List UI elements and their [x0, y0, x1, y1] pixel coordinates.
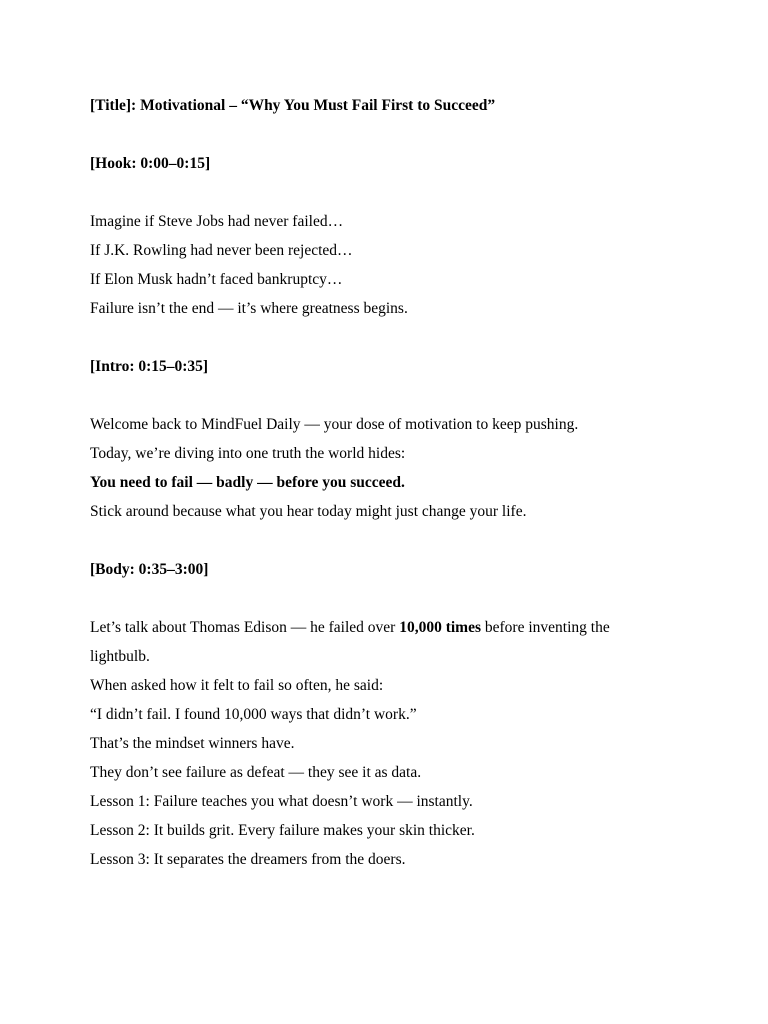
- spacer: [90, 323, 690, 352]
- edison-text-pre: Let’s talk about Thomas Edison — he failed over: [90, 619, 400, 636]
- lesson-line: Lesson 1: Failure teaches you what doesn’t work — instantly.: [90, 793, 473, 810]
- edison-text-post: before inventing the: [481, 619, 610, 636]
- spacer: [90, 178, 690, 207]
- hook-heading: [Hook: 0:00–0:15]: [90, 155, 211, 172]
- hook-line: Failure isn’t the end — it’s where greatness begins.: [90, 300, 408, 317]
- intro-line: Welcome back to MindFuel Daily — your dose of motivation to keep pushing.: [90, 416, 579, 433]
- intro-line: Today, we’re diving into one truth the world hides:: [90, 445, 406, 462]
- intro-heading: [Intro: 0:15–0:35]: [90, 358, 209, 375]
- document-page: [90, 91, 690, 874]
- spacer: [90, 381, 690, 410]
- edison-text-bold: 10,000 times: [399, 619, 482, 636]
- body-line: That’s the mindset winners have.: [90, 735, 295, 752]
- edison-line-continued: lightbulb.: [90, 648, 150, 665]
- spacer: [90, 526, 690, 555]
- spacer: [90, 584, 690, 613]
- script-title: [Title]: Motivational – “Why You Must Fail First to Succeed”: [90, 97, 496, 114]
- body-line: They don’t see failure as defeat — they see it as data.: [90, 764, 422, 781]
- edison-quote: “I didn’t fail. I found 10,000 ways that didn’t work.”: [90, 706, 417, 723]
- lesson-line: Lesson 3: It separates the dreamers from the doers.: [90, 851, 406, 868]
- intro-line: Stick around because what you hear today might just change your life.: [90, 503, 527, 520]
- hook-line: Imagine if Steve Jobs had never failed…: [90, 213, 344, 230]
- body-heading: [Body: 0:35–3:00]: [90, 561, 209, 578]
- intro-bold-line: You need to fail — badly — before you succeed.: [90, 474, 405, 491]
- spacer: [90, 120, 690, 149]
- lesson-line: Lesson 2: It builds grit. Every failure makes your skin thicker.: [90, 822, 475, 839]
- hook-line: If J.K. Rowling had never been rejected…: [90, 242, 353, 259]
- body-line: When asked how it felt to fail so often, he said:: [90, 677, 384, 694]
- edison-line: [90, 613, 690, 642]
- hook-line: If Elon Musk hadn’t faced bankruptcy…: [90, 271, 343, 288]
